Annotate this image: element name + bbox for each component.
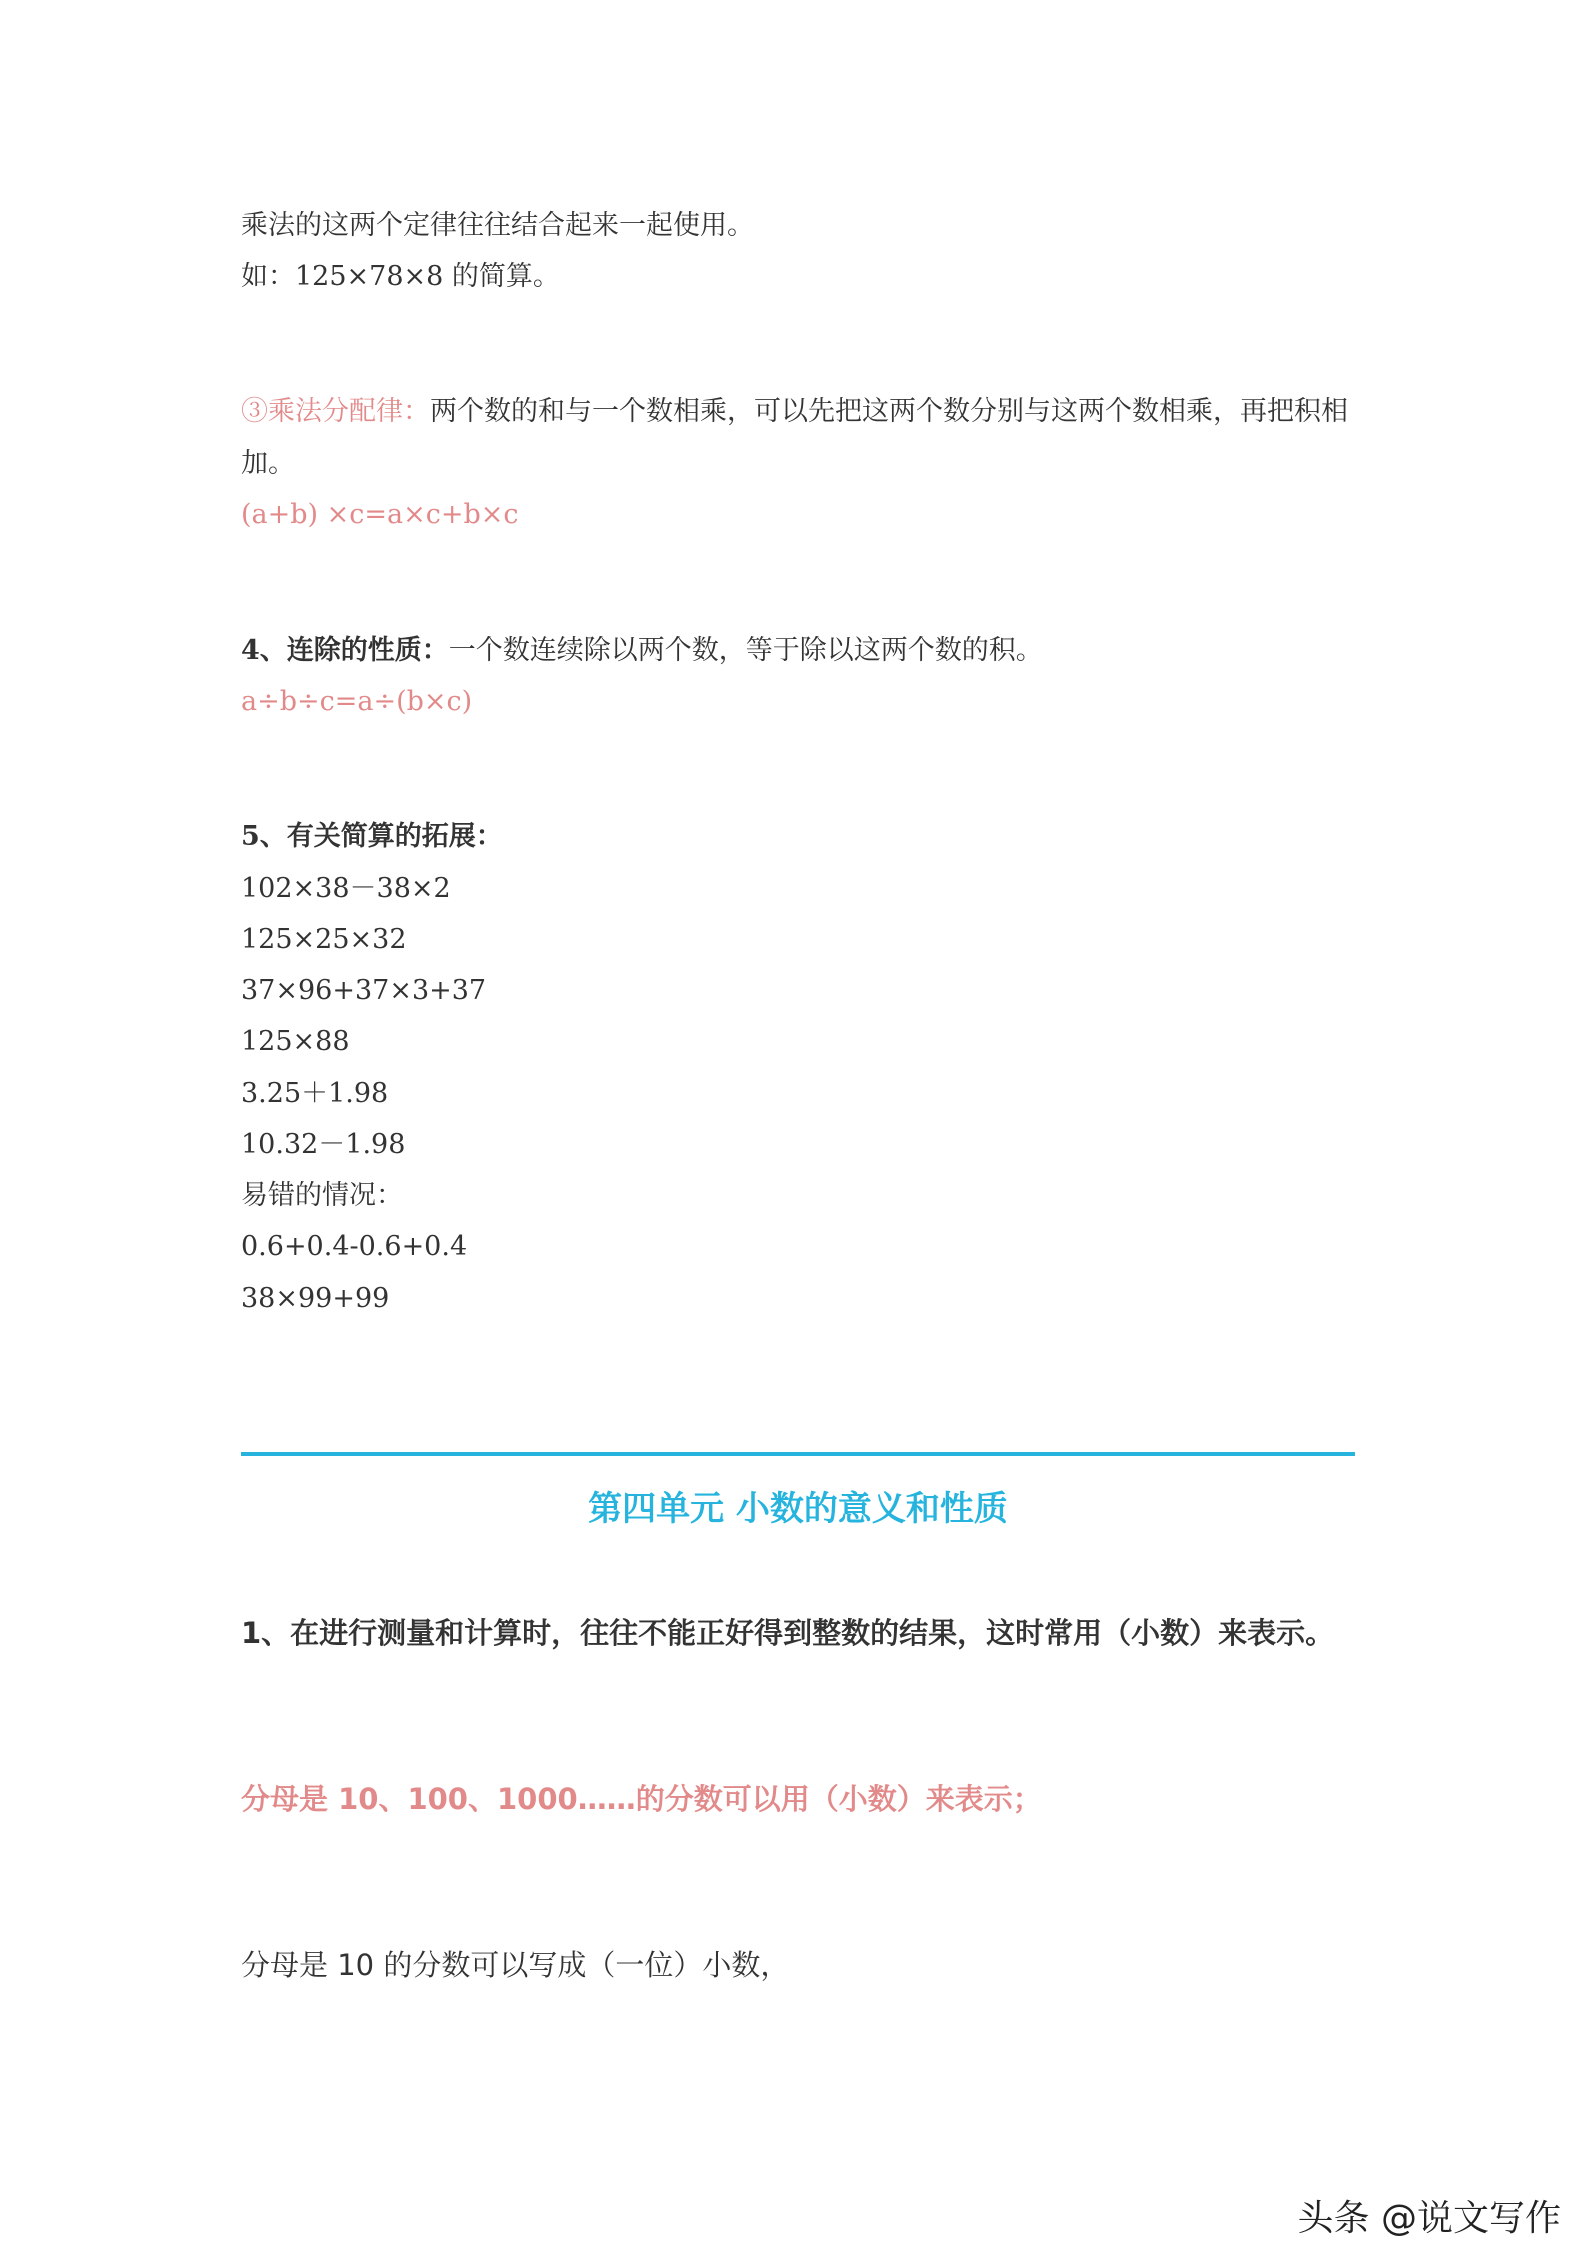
- distributive-law-label: ③乘法分配律：: [241, 396, 430, 427]
- consecutive-division-line: [241, 631, 1043, 671]
- distributive-law-paragraph: [241, 386, 1357, 490]
- extension-item: 125×25×32: [241, 924, 407, 955]
- source-watermark: 头条 @说文写作: [1297, 2198, 1561, 2239]
- unit-four-heading: 第四单元 小数的意义和性质: [588, 1489, 1008, 1529]
- intro-line-1: 乘法的这两个定律往往结合起来一起使用。: [241, 210, 754, 241]
- extension-item: 3.25＋1.98: [241, 1078, 389, 1109]
- extension-item: 10.32－1.98: [241, 1129, 406, 1160]
- unit-four-point-1: 1、在进行测量和计算时，往往不能正好得到整数的结果，这时常用（小数）来表示。: [241, 1616, 1335, 1650]
- consecutive-division-text: 一个数连续除以两个数，等于除以这两个数的积。: [448, 635, 1043, 666]
- consecutive-division-label: 4、连除的性质：: [241, 635, 449, 666]
- section-divider: [241, 1452, 1355, 1456]
- distributive-law-text: 两个数的和与一个数相乘，可以先把这两个数分别与这两个数相乘，再把积相加。: [241, 396, 1348, 479]
- extension-item: 37×96+37×3+37: [241, 975, 487, 1006]
- unit-four-point-2: 分母是 10、100、1000……的分数可以用（小数）来表示；: [241, 1782, 1042, 1816]
- extension-item: 102×38－38×2: [241, 873, 451, 904]
- extension-label: 5、有关简算的拓展：: [241, 821, 503, 852]
- unit-four-point-3: 分母是 10 的分数可以写成（一位）小数，: [241, 1948, 790, 1982]
- extension-item: 125×88: [241, 1026, 350, 1057]
- error-prone-item: 0.6+0.4-0.6+0.4: [241, 1231, 468, 1262]
- intro-line-2: 如：125×78×8 的简算。: [241, 261, 560, 292]
- error-prone-label: 易错的情况：: [241, 1180, 403, 1211]
- consecutive-division-formula: a÷b÷c=a÷(b×c): [241, 686, 473, 717]
- error-prone-item: 38×99+99: [241, 1283, 390, 1314]
- distributive-law-formula: (a+b) ×c=a×c+b×c: [241, 499, 519, 530]
